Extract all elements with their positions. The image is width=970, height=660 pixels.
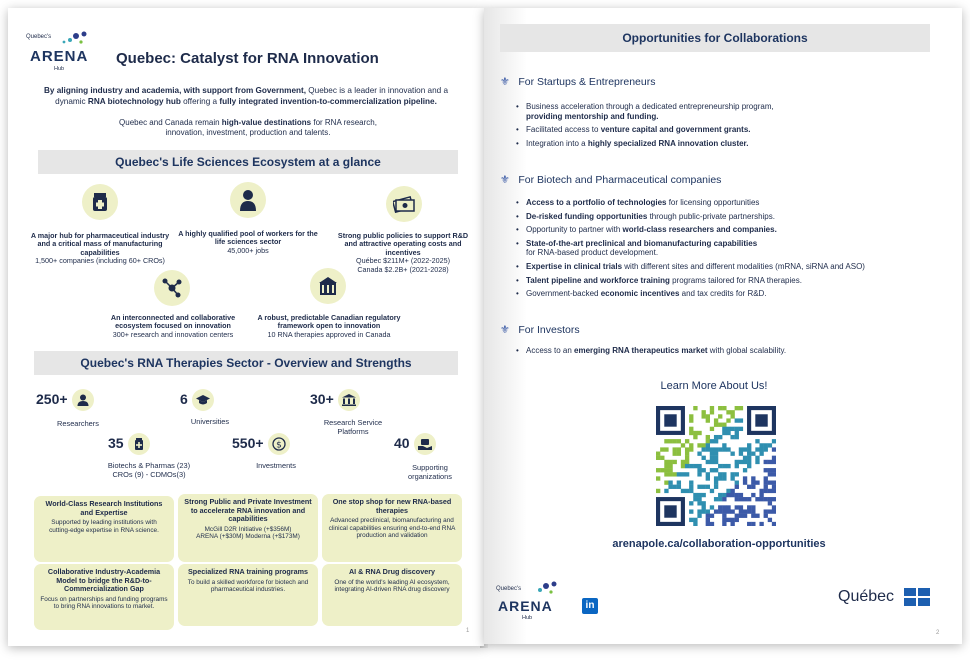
fleur-de-lis-icon: ⚜ [500,324,510,336]
stat-supporting: 40 [394,433,436,455]
graduation-cap-icon [192,389,214,411]
stat-platforms-label: Research Service Platforms [323,418,383,436]
section-investors [500,320,580,338]
ecosystem-heading: Quebec's Life Sciences Ecosystem at a glance [38,150,458,174]
section-investors-title: For Investors [518,324,580,336]
arena-logo [26,30,96,76]
pill-bottle-icon [82,184,118,220]
list-item: • Access to a portfolio of technologies for licensing opportunities [514,198,934,208]
logo-sub-text: Hub [54,66,65,72]
rna-sector-heading: Quebec's RNA Therapies Sector - Overview and Strengths [34,351,458,375]
quebec-flag-icon [904,588,930,606]
logo-main-text: ARENA [498,598,553,614]
stat-biotechs-label: Biotechs & Pharmas (23) CROs (9) - CDMOs(3) [107,461,191,479]
logo-small-text: Quebec's [496,586,522,592]
card-investment: Strong Public and Private Investment to accelerate RNA innovation and capabilities McGill D2R Initiative (+$356M) ARENA (+$30M) Moderna (+$173M) [178,494,318,562]
card-research-institutions: World-Class Research Institutions and Expertise Supported by leading institutions with cutting-edge expertise in RNA science. [34,496,174,562]
page-number-2: 2 [936,630,940,636]
card-training: Specialized RNA training programs To build a skilled workforce for biotech and pharmaceutical industries. [178,564,318,626]
qr-code[interactable] [656,406,776,526]
linkedin-icon[interactable]: in [582,598,598,614]
card-ai-drug-discovery: AI & RNA Drug discovery One of the world's leading AI ecosystem, integrating AI-driven RNA drug discovery [322,564,462,626]
logo-main-text: ARENA [30,48,89,65]
qr-code-icon[interactable] [656,406,776,526]
fleur-de-lis-icon: ⚜ [500,76,510,88]
stat-biotechs: 35 [108,433,150,455]
ecosystem-item-regulatory: A robust, predictable Canadian regulatory framework open to innovation 10 RNA therapies approved in Canada [257,313,401,339]
list-item: • De-risked funding opportunities through public-private partnerships. [514,212,934,222]
network-icon [154,270,190,306]
investors-list [514,346,934,360]
card-one-stop-shop: One stop shop for new RNA-based therapies Advanced preclinical, biomanufacturing and clinical capabilities ensuring end-to-end RNA production and validation [322,494,462,562]
money-icon [386,186,422,222]
list-item: • Facilitated access to venture capital and government grants. [514,125,924,135]
medicine-icon [128,433,150,455]
stat-researchers: 250+ [36,389,94,411]
stat-supporting-label: Supporting organizations [408,463,452,481]
page-2 [484,8,962,644]
learn-more-heading: Learn More About Us! [660,380,768,392]
stat-investments-label: Investments [256,461,296,470]
section-startups [500,72,655,90]
section-biotech [500,170,721,188]
startups-list [514,102,924,152]
section-biotech-title: For Biotech and Pharmaceutical companies [518,174,722,186]
list-item: • Access to an emerging RNA therapeutics market with global scalability. [514,346,934,356]
stat-platforms: 30+ [310,389,360,411]
arena-logo-footer [496,580,566,626]
biotech-list [514,198,934,303]
list-item: • Business acceleration through a dedicated entrepreneurship program, providing mentorship and funding. [514,102,924,121]
list-item: • Talent pipeline and workforce training programs tailored for RNA therapies. [514,276,934,286]
ecosystem-item-workers: A highly qualified pool of workers for the life sciences sector 45,000+ jobs [178,229,318,255]
ecosystem-item-network: An interconnected and collaborative ecosystem focused on innovation 300+ research and innovation centers [110,313,236,339]
quebec-wordmark: Québec [838,588,895,605]
fleur-de-lis-icon: ⚜ [500,174,510,186]
list-item: • Government-backed economic incentives and tax credits for R&D. [514,289,934,299]
stat-researchers-label: Researchers [57,419,99,428]
page-1 [8,8,484,646]
ecosystem-item-hub: A major hub for pharmaceutical industry and a critical mass of manufacturing capabilities 1,500+ companies (including 60+ CROs) [30,231,170,266]
stat-universities-label: Universities [190,417,230,426]
support-hand-icon [414,433,436,455]
researcher-icon [72,389,94,411]
card-collaborative-model: Collaborative Industry-Academia Model to bridge the R&D-to-Commercialization Gap Focus on partnerships and funding programs to bring RNA innovations to market. [34,564,174,630]
intro-paragraph-2: Quebec and Canada remain high-value destinations for RNA research, innovation, investment, production and talents. [119,118,377,137]
svg-text:$: $ [276,440,282,451]
page-title: Quebec: Catalyst for RNA Innovation [116,50,379,67]
ecosystem-item-policies: Strong public policies to support R&D and attractive operating costs and incentives Québec $211M+ (2022-2025) Canada $2.2B+ (2021-2028) [337,231,469,274]
worker-icon [230,182,266,218]
logo-small-text: Quebec's [26,34,52,40]
list-item: • Opportunity to partner with world-class researchers and companies. [514,225,934,235]
list-item: • Expertise in clinical trials with different sites and different modalities (mRNA, siRNA and ASO) [514,262,934,272]
list-item: • State-of-the-art preclinical and biomanufacturing capabilities for RNA-based product development. [514,239,934,258]
list-item: • Integration into a highly specialized RNA innovation cluster. [514,139,924,149]
collaboration-url-link[interactable]: arenapole.ca/collaboration-opportunities [612,538,826,550]
collaborations-heading: Opportunities for Collaborations [500,24,930,52]
page-number-1: 1 [466,628,470,634]
dollar-icon [268,433,290,455]
institution-icon [338,389,360,411]
logo-sub-text: Hub [522,615,533,621]
intro-paragraph-1: By aligning industry and academia, with support from Government, Quebec is a leader in innovation and a dynamic RNA biotechnology hub offering a fully integrated invention-to-commercialization pipeline. [43,86,449,106]
section-startups-title: For Startups & Entrepreneurs [518,76,656,88]
stat-universities: 6 [180,389,214,411]
stat-investments: 550+ $ [232,433,290,455]
